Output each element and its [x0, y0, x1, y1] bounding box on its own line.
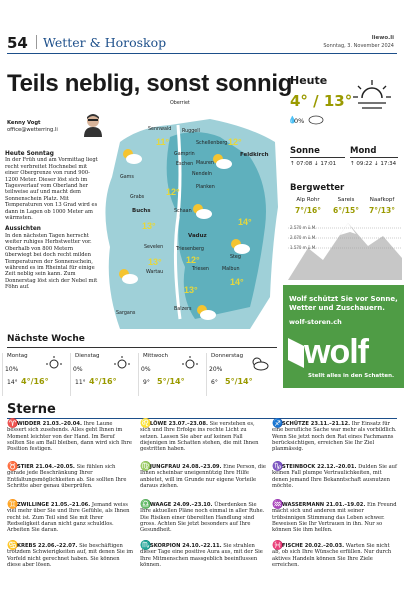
zodiac-icon: ♑ — [272, 462, 284, 472]
city-label: Triesen — [192, 267, 209, 272]
forecast-day — [206, 353, 275, 396]
sun-label: Sonne — [290, 146, 320, 156]
city-label: Malbun — [222, 267, 240, 272]
city-label: Oberriet — [170, 101, 190, 106]
day-temp-small: 14° — [7, 379, 18, 386]
moonset-icon: ↓ — [373, 161, 379, 167]
city-label: Buchs — [132, 208, 151, 214]
city-label: Sevelen — [144, 245, 164, 250]
map-temp: 14° — [230, 277, 244, 287]
city-label: Nendeln — [192, 172, 212, 177]
city-label: Planken — [196, 185, 215, 190]
horoscope-entry — [272, 502, 398, 533]
next-week-rule — [7, 347, 277, 348]
horoscope-entry — [7, 502, 133, 533]
zodiac-text: Sie strahlen dieser Tage eine positive Aura aus, mit der Sie Ihre Mitmenschen massgeblich beeinflussen können. — [140, 543, 263, 568]
peak-temp: 7°/16° — [295, 206, 321, 215]
header-rule — [7, 53, 397, 54]
zodiac-name: SCHÜTZE 23.11.–21.12. — [282, 421, 351, 427]
zodiac-icon: ♋ — [7, 541, 19, 551]
level-label: 2.570 m ü.M. — [290, 225, 317, 230]
zodiac-name: STIER 21.04.–20.05. — [17, 464, 75, 470]
brand-label: liewo.li — [371, 35, 394, 41]
zodiac-text: Warten Sie nicht ab, ob sich Ihre Wünsche erfüllen. Nur durch aktives Handeln können Sie Ihre Ziele erreichen. — [272, 543, 392, 568]
horoscope-entry — [140, 543, 266, 568]
day-name: Donnerstag — [211, 353, 244, 359]
today-label: Heute — [290, 74, 328, 87]
sunrise-icon: ↑ — [290, 161, 295, 167]
sun-icon — [45, 355, 63, 371]
day-precip: 20% — [209, 366, 223, 373]
forecast-day — [2, 353, 71, 396]
horoscope-entry — [272, 464, 398, 489]
map-temp: 13° — [142, 221, 156, 231]
map-temp: 12° — [228, 137, 242, 147]
page-number: 54 — [7, 34, 28, 52]
peak-name: Naafkopf — [369, 197, 395, 203]
cloud-icon — [308, 113, 324, 125]
day-temp: 4°/16° — [21, 377, 49, 386]
wolf-logo-mark — [288, 338, 304, 368]
zodiac-text: Ein Freund macht sich und anderen mit seiner trübsinnigen Stimmung das Leben schwer. Beweisen Sie Ihr Vertrauen in ihn. Nur so können Sie ihm helfen. — [272, 502, 397, 534]
horoscope-entry — [140, 421, 266, 452]
article-paragraph-today: In der Früh und am Vormittag liegt recht verbreitet Hochnebel mit einer Obergrenze von rund 900-1200 Meter. Dieser löst sich im Tagesverlauf vom Oberland her teilweise auf und macht dem Sonnenschein Platz. Mit Temperaturen von 13 Grad wird es dann in Lagen ob 1000 Meter am wärmsten. — [5, 157, 98, 222]
bergwetter-label: Bergwetter — [290, 183, 345, 193]
zodiac-name: JUNGFRAU 24.08.–23.09. — [150, 464, 222, 470]
horoscope-entry — [272, 543, 398, 568]
sun-times — [290, 161, 336, 167]
level-label: 1.570 m ü.M. — [290, 245, 317, 250]
city-label: Triesenberg — [176, 247, 204, 252]
zodiac-icon: ♎ — [140, 500, 152, 510]
sun-cloud-icon — [228, 237, 250, 255]
horoscope-entry — [7, 543, 133, 568]
horoscope-entry — [7, 464, 133, 489]
city-label: Schaan — [174, 209, 192, 214]
day-temp: 4°/16° — [89, 377, 117, 386]
sun-rule — [290, 157, 345, 158]
sun-cloud-icon — [190, 202, 212, 220]
city-label: Gamprin — [174, 152, 195, 157]
sun-cloud-icon — [120, 147, 142, 165]
zodiac-text: Ihre Laune bessert sich zusehends. Alles geht Ihnen im Moment leichter von der Hand. Im Beruf sollten Sie am Ball bleiben, dann wird sich Ihre Position festigen. — [7, 421, 132, 453]
map-temp: 11° — [156, 137, 170, 147]
city-label: Steg — [230, 255, 241, 260]
sun-cloud-icon — [116, 267, 138, 285]
city-label: Eschen — [176, 162, 194, 167]
horoscope-entry — [7, 421, 133, 452]
day-name: Mittwoch — [143, 353, 168, 359]
zodiac-icon: ♏ — [140, 541, 152, 551]
forecast-day — [138, 353, 207, 396]
zodiac-text: Sie fühlen sich gerade jede Beschränkung Ihrer Entfaltungsmöglichkeiten ab. Sie sollten Ihre Schritte aber genau überprüfen. — [7, 464, 127, 489]
zodiac-text: Eine Person, die Ihnen scheinbar uneigennützig Ihre Hilfe anbietet, will im Grunde nur eigene Vorteile daraus ziehen. — [140, 464, 266, 489]
city-label: Feldkirch — [240, 152, 269, 158]
peak-name: Sareis — [337, 197, 355, 203]
sun-icon — [113, 355, 131, 371]
day-precip: 0% — [73, 366, 83, 373]
day-temp-small: 9° — [143, 379, 150, 386]
zodiac-name: LÖWE 23.07.–23.08. — [150, 421, 208, 427]
zodiac-icon: ♌ — [140, 419, 152, 429]
sun-fog-icon — [352, 78, 392, 114]
ad-url[interactable]: wolf-storen.ch — [289, 318, 342, 326]
zodiac-text: Sie verstehen es, sich und Ihre Erfolge ins rechte Licht zu setzen. Lassen Sie aber auf keinen Fall diejenigen im Schatten stehen, die mit Ihnen gestritten haben. — [140, 421, 259, 453]
city-label: Schellenberg — [196, 141, 228, 146]
sunset-time: 17:01 — [320, 161, 337, 167]
zodiac-icon: ♍ — [140, 462, 152, 472]
day-temp: 5°/14° — [225, 377, 253, 386]
zodiac-text: Sie beschäftigen trotzdem Schwierigkeiten auf, mit denen Sie im Vorfeld nicht gerechnet haben. Sie können diese aber lösen. — [7, 543, 133, 568]
sun-icon — [181, 355, 199, 371]
zodiac-text: Ihr Einsatz für eine berufliche Sache war mehr als vorbildlich. Wenn Sie jetzt noch den Rat eines Fachmanns berücksichtigen, erreichen Sie Ihr Ziel planmässig. — [272, 421, 397, 453]
sun-cloud-icon — [210, 152, 232, 170]
horoscope-entry — [140, 502, 266, 533]
forecast-day — [70, 353, 139, 396]
day-temp-small: 11° — [75, 379, 86, 386]
day-name: Dienstag — [75, 353, 100, 359]
zodiac-name: FISCHE 20.02.–20.03. — [282, 543, 345, 549]
article-body — [5, 151, 101, 296]
horoscope-entry — [140, 464, 266, 489]
day-precip: 0% — [141, 366, 151, 373]
city-label: Gams — [120, 175, 134, 180]
moon-rule — [350, 157, 398, 158]
day-precip: 10% — [5, 366, 19, 373]
map-temp: 13° — [184, 285, 198, 295]
section-title: Wetter & Horoskop — [43, 35, 167, 50]
ad-text: Wolf schützt Sie vor Sonne, Wetter und Zuschauern. — [289, 295, 398, 312]
level-label: 2.070 m ü.M. — [290, 235, 317, 240]
city-label: Balzers — [174, 307, 192, 312]
zodiac-name: STEINBOCK 22.12.–20.01. — [282, 464, 357, 470]
zodiac-text: Jemand weiss viel mehr über Sie und Ihre Gefühle, als Ihnen recht ist. Zum Teil sind Sie mit Ihrer Redseligkeit daran nicht ganz schuldlos. Arbeiten Sie daran. — [7, 502, 130, 534]
zodiac-icon: ♐ — [272, 419, 284, 429]
peak-temp: 7°/13° — [369, 206, 395, 215]
article-heading-outlook: Aussichten — [5, 226, 41, 233]
zodiac-name: KREBS 22.06.–22.07. — [17, 543, 78, 549]
zodiac-icon: ♒ — [272, 500, 284, 510]
map-temp: 13° — [148, 257, 162, 267]
article-paragraph-outlook: In den nächsten Tagen herrscht weiter ruhiges Herbstwetter vor. Oberhalb von 800 Metern überwiegt bei doch recht milden Temperaturen der Sonnenschein, während es im Rheintal für einige Zeit neblig sein kann. Zum Donnerstag löst sich der Nebel mit Föhn auf. — [5, 232, 98, 291]
sunset-icon: ↓ — [313, 161, 319, 167]
city-label: Wartau — [146, 270, 164, 275]
zodiac-text: Dulden Sie auf keinen Fall plumpe Vertraulichkeiten, mit denen jemand Ihre Bekanntschaft ausnutzen möchte. — [272, 464, 397, 489]
map-temp: 14° — [238, 217, 252, 227]
weather-map — [100, 97, 280, 329]
city-label: Sennwald — [148, 127, 172, 132]
zodiac-text: Überdenken Sie Ihre aktuellen Pläne noch einmal in aller Ruhe. Die Risiken einer übereilten Handlung sind gross. Achten Sie jetzt besonders auf Ihre Gesundheit. — [140, 502, 265, 534]
header-divider — [36, 35, 37, 49]
wolf-logo: wolf — [304, 333, 368, 371]
author-email: office@wetterring.li — [7, 126, 58, 133]
headline: Teils neblig, sonst sonnig — [7, 70, 293, 97]
horoscope-title: Sterne — [7, 402, 56, 417]
city-label: Vaduz — [188, 233, 207, 239]
author-box — [7, 120, 58, 133]
today-precip: 0% — [294, 117, 305, 125]
zodiac-icon: ♓ — [272, 541, 284, 551]
moonset-time: 17:34 — [380, 161, 397, 167]
city-label: Ruggell — [182, 129, 200, 134]
today-temp: 4° / 13° — [290, 92, 353, 110]
zodiac-name: WAAGE 24.09.–23.10. — [150, 502, 213, 508]
horoscope-rule — [7, 418, 397, 419]
peak-name: Alp Rohr — [296, 197, 320, 203]
moon-label: Mond — [350, 146, 377, 156]
sun-cloud-icon — [249, 355, 269, 371]
zodiac-name: SKORPION 24.10.–22.11. — [150, 543, 222, 549]
peak-temp: 6°/15° — [333, 206, 359, 215]
day-name: Montag — [7, 353, 28, 359]
zodiac-icon: ♈ — [7, 419, 19, 429]
zodiac-name: WIDDER 21.03.–20.04. — [17, 421, 82, 427]
day-temp: 5°/14° — [157, 377, 185, 386]
city-label: Grabs — [130, 195, 145, 200]
issue-date: Sonntag, 3. November 2024 — [323, 43, 394, 49]
city-label: Mauren — [196, 161, 214, 166]
map-temp: 12° — [166, 187, 180, 197]
day-temp-small: 6° — [211, 379, 218, 386]
zodiac-name: ZWILLINGE 21.05.–21.06. — [17, 502, 91, 508]
zodiac-icon: ♊ — [7, 500, 19, 510]
zodiac-name: WASSERMANN 21.01.–19.02. — [282, 502, 366, 508]
map-temp: 12° — [186, 255, 200, 265]
ad-slogan: Stellt alles in den Schatten. — [308, 373, 395, 379]
moonrise-time: 09:22 — [356, 161, 373, 167]
zodiac-icon: ♉ — [7, 462, 19, 472]
author-name: Kenny Vogt — [7, 120, 41, 126]
article-heading-today: Heute Sonntag — [5, 151, 54, 157]
droplet-icon: 💧 — [288, 116, 297, 124]
sun-cloud-icon — [194, 303, 216, 321]
city-label: Sargans — [116, 311, 136, 316]
next-week-label: Nächste Woche — [7, 334, 85, 344]
moon-times — [350, 161, 396, 167]
sunrise-time: 07:08 — [296, 161, 313, 167]
horoscope-entry — [272, 421, 398, 452]
moonrise-icon: ↑ — [350, 161, 355, 167]
